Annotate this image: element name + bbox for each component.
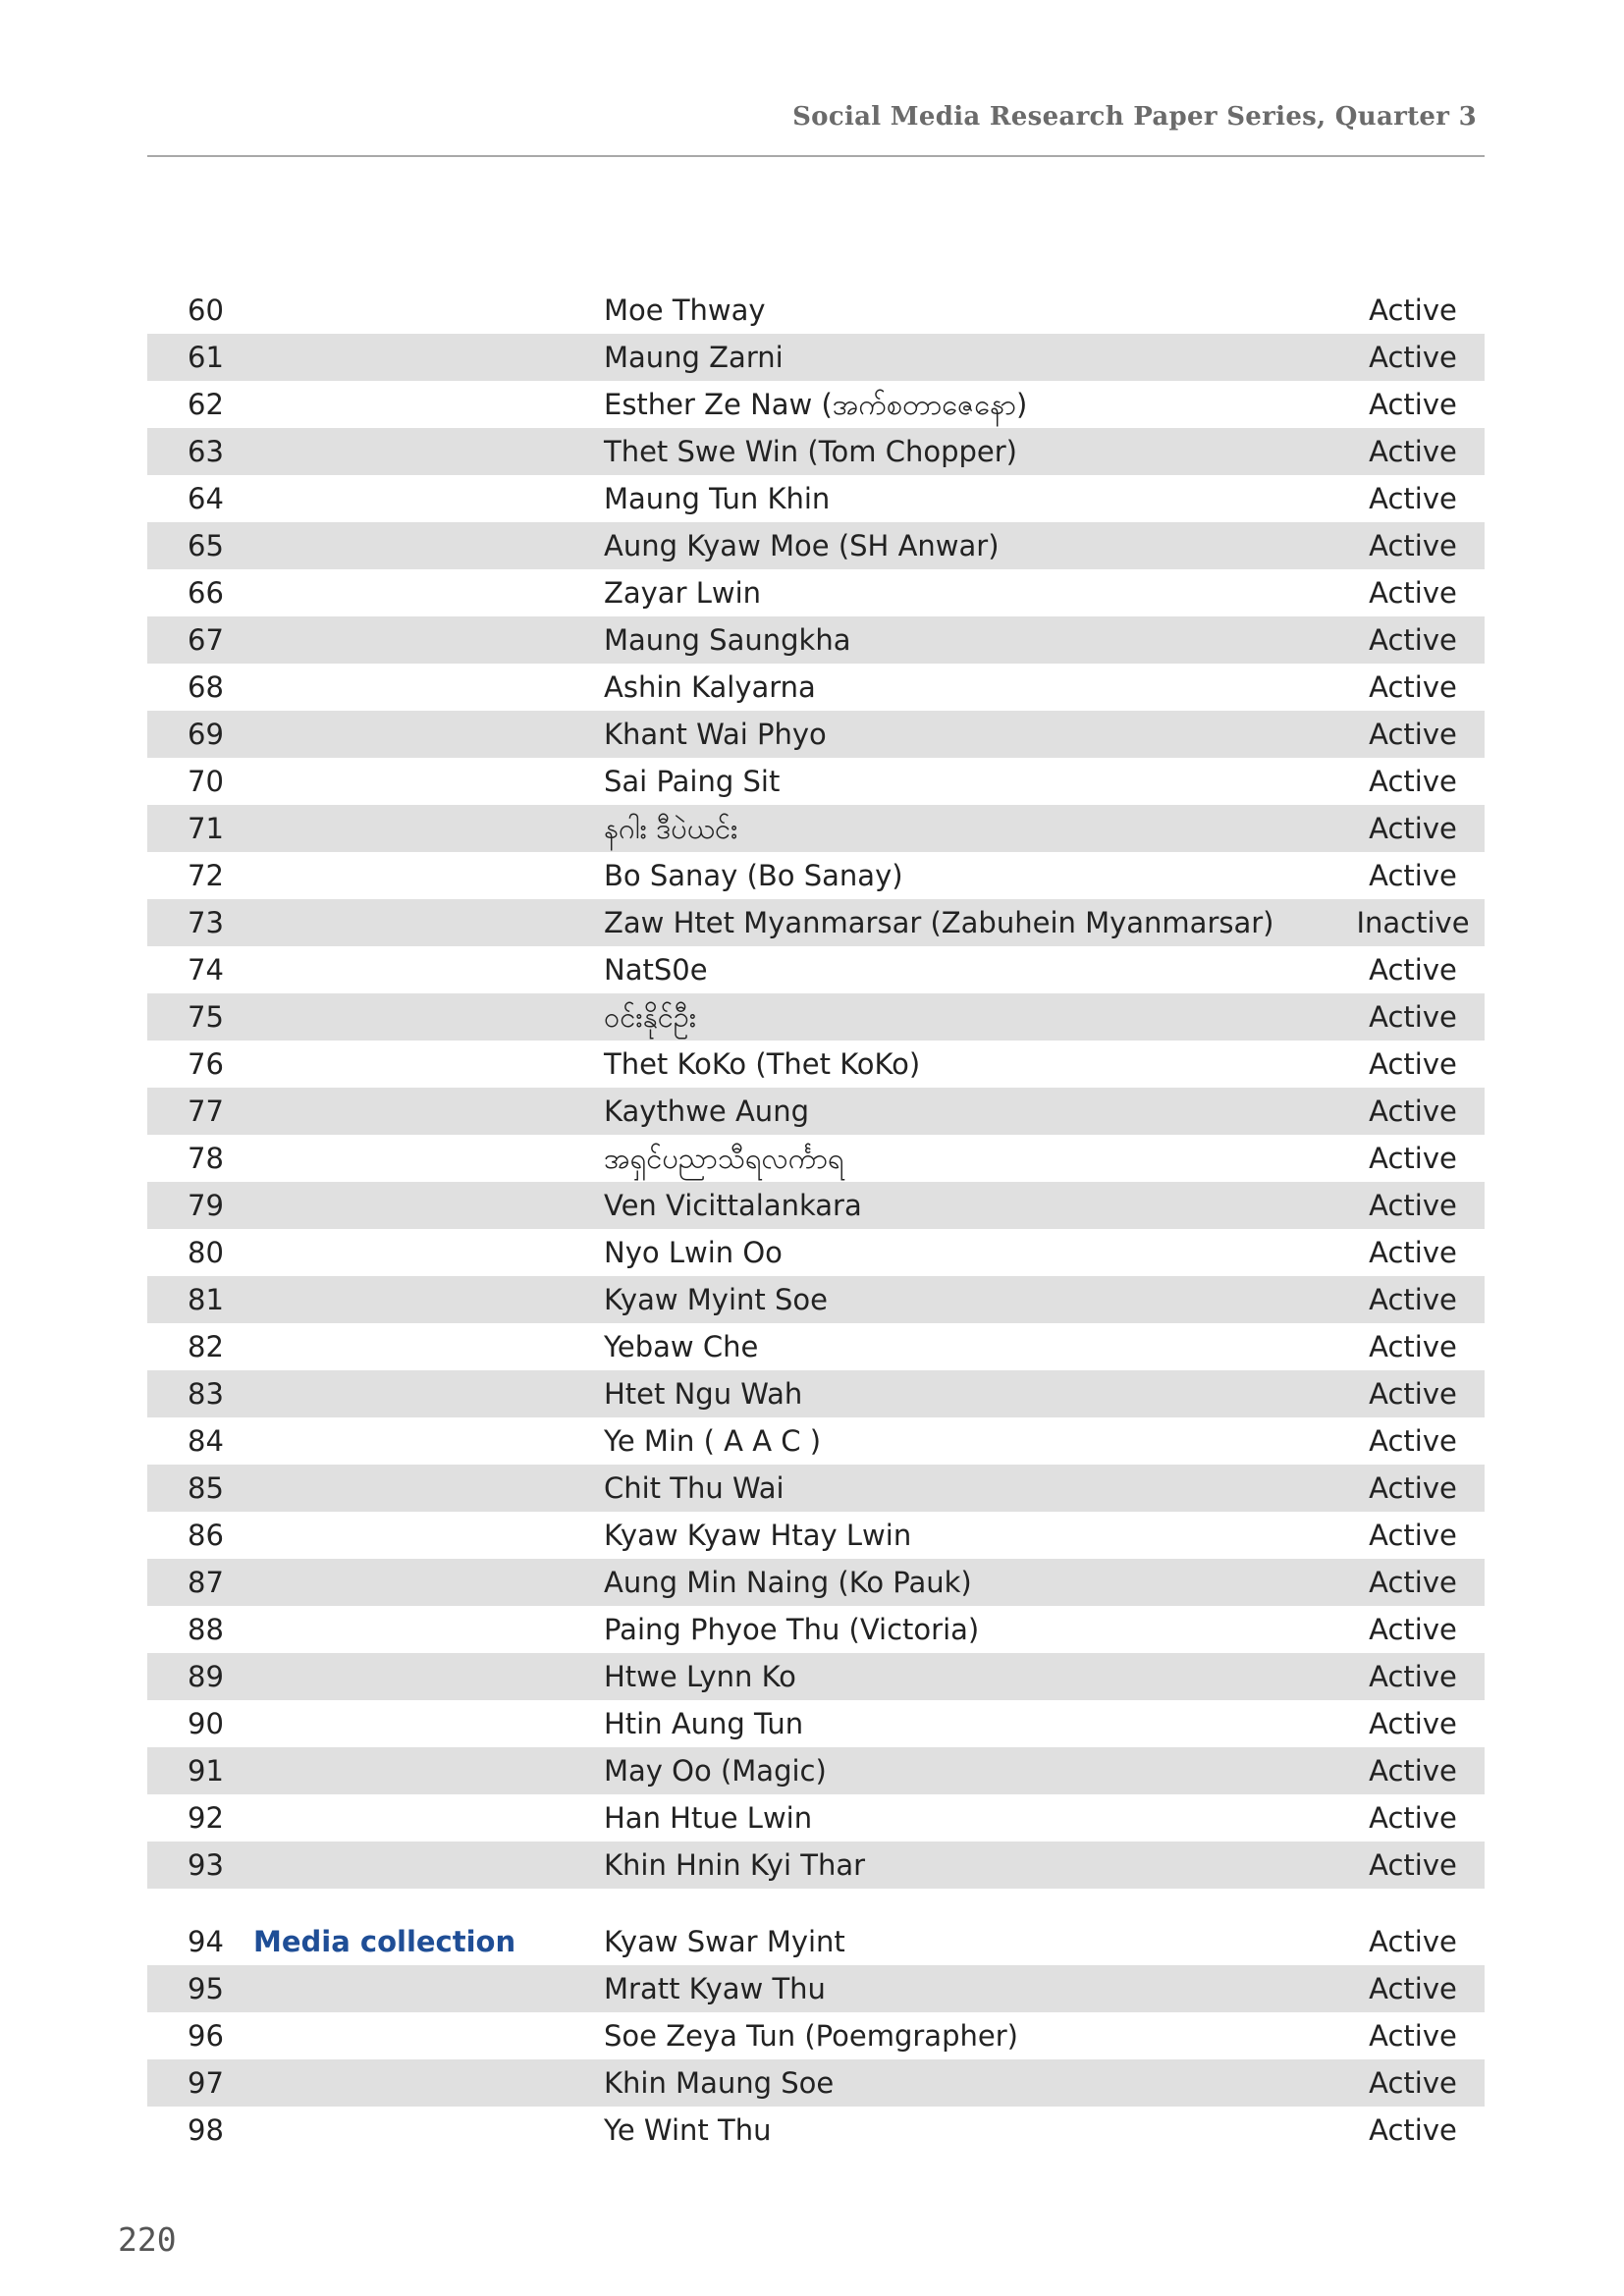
account-name: Ven Vicittalankara [604,1189,862,1222]
row-number: 80 [188,1236,224,1269]
row-number: 85 [188,1471,224,1505]
account-status: Active [1369,2113,1457,2147]
table-row [147,287,1485,334]
category-label: Media collection [253,1925,516,1958]
table-row [147,381,1485,428]
account-name: Kaythwe Aung [604,1095,809,1128]
account-status: Active [1369,1925,1457,1958]
row-number: 73 [188,906,224,939]
account-status: Active [1369,1707,1457,1740]
account-name: နဂါး ဒီပဲယင်း [604,812,738,845]
table-row [147,1512,1485,1559]
account-name: Khant Wai Phyo [604,718,827,751]
row-number: 87 [188,1566,224,1599]
row-number: 62 [188,388,224,421]
table-row [147,1747,1485,1794]
table-row [147,852,1485,899]
account-name: Esther Ze Naw (အက်စတာဇေနော) [604,388,1028,421]
account-name: Aung Min Naing (Ko Pauk) [604,1566,972,1599]
account-name: Han Htue Lwin [604,1801,813,1835]
table-row [147,1700,1485,1747]
row-number: 78 [188,1142,224,1175]
account-name: Moe Thway [604,294,766,327]
account-name: May Oo (Magic) [604,1754,827,1788]
row-number: 89 [188,1660,224,1693]
account-name: Ashin Kalyarna [604,670,816,704]
account-status: Active [1369,294,1457,327]
account-status: Active [1369,388,1457,421]
account-name: Htin Aung Tun [604,1707,804,1740]
account-name: Ye Wint Thu [604,2113,772,2147]
row-number: 83 [188,1377,224,1411]
account-status: Active [1369,670,1457,704]
row-number: 75 [188,1000,224,1034]
table-row [147,1229,1485,1276]
row-number: 69 [188,718,224,751]
account-status: Active [1369,1519,1457,1552]
account-name: Thet Swe Win (Tom Chopper) [604,435,1017,468]
table-row [147,1606,1485,1653]
row-number: 95 [188,1972,224,2005]
table-row [147,2107,1485,2154]
row-number: 82 [188,1330,224,1363]
account-name: Khin Maung Soe [604,2066,835,2100]
row-number: 92 [188,1801,224,1835]
page-number: 220 [118,2220,177,2259]
account-status: Active [1369,1000,1457,1034]
row-number: 88 [188,1613,224,1646]
account-name: Htet Ngu Wah [604,1377,803,1411]
account-name: Chit Thu Wai [604,1471,785,1505]
account-status: Active [1369,576,1457,610]
table-row [147,1794,1485,1842]
table-row [147,1088,1485,1135]
account-name: Nyo Lwin Oo [604,1236,783,1269]
account-status: Active [1369,1848,1457,1882]
account-status: Active [1369,1801,1457,1835]
table-row [147,1135,1485,1182]
account-name: Maung Tun Khin [604,482,831,515]
account-status: Active [1369,623,1457,657]
account-name: NatS0e [604,953,708,987]
row-number: 96 [188,2019,224,2053]
table-row [147,1041,1485,1088]
row-number: 65 [188,529,224,562]
account-status: Active [1369,1660,1457,1693]
table-row [147,993,1485,1041]
table-row [147,1276,1485,1323]
account-status: Inactive [1356,906,1470,939]
account-name: Kyaw Myint Soe [604,1283,828,1316]
table-row [147,1918,1485,1965]
row-number: 79 [188,1189,224,1222]
table-row [147,899,1485,946]
row-number: 71 [188,812,224,845]
row-number: 63 [188,435,224,468]
account-status: Active [1369,1189,1457,1222]
account-name: Soe Zeya Tun (Poemgrapher) [604,2019,1018,2053]
account-name: Ye Min ( A A C ) [604,1424,822,1458]
table-row [147,1465,1485,1512]
account-status: Active [1369,435,1457,468]
table-row [147,1323,1485,1370]
account-name: Sai Paing Sit [604,765,781,798]
account-status: Active [1369,1471,1457,1505]
row-number: 68 [188,670,224,704]
row-number: 98 [188,2113,224,2147]
row-number: 74 [188,953,224,987]
table-row [147,1842,1485,1889]
account-name: Maung Zarni [604,341,784,374]
row-number: 66 [188,576,224,610]
account-status: Active [1369,529,1457,562]
row-number: 93 [188,1848,224,1882]
account-status: Active [1369,1566,1457,1599]
accounts-table [147,287,1485,1889]
account-status: Active [1369,1377,1457,1411]
row-number: 76 [188,1047,224,1081]
account-status: Active [1369,1330,1457,1363]
account-name: Thet KoKo (Thet KoKo) [604,1047,921,1081]
row-number: 72 [188,859,224,892]
account-name: ဝင်းနိုင်ဦး [604,1000,697,1034]
account-status: Active [1369,1236,1457,1269]
table-row [147,334,1485,381]
row-number: 97 [188,2066,224,2100]
account-status: Active [1369,1972,1457,2005]
row-number: 84 [188,1424,224,1458]
account-status: Active [1369,1613,1457,1646]
account-name: Htwe Lynn Ko [604,1660,796,1693]
account-status: Active [1369,1424,1457,1458]
account-name: Khin Hnin Kyi Thar [604,1848,866,1882]
table-row [147,1182,1485,1229]
account-name: Maung Saungkha [604,623,851,657]
account-status: Active [1369,953,1457,987]
account-name: Aung Kyaw Moe (SH Anwar) [604,529,1000,562]
row-number: 70 [188,765,224,798]
table-row [147,1965,1485,2012]
account-status: Active [1369,1754,1457,1788]
row-number: 77 [188,1095,224,1128]
account-status: Active [1369,341,1457,374]
account-name: Bo Sanay (Bo Sanay) [604,859,903,892]
table-row [147,758,1485,805]
account-status: Active [1369,859,1457,892]
table-row [147,616,1485,664]
account-status: Active [1369,718,1457,751]
row-number: 64 [188,482,224,515]
row-number: 61 [188,341,224,374]
table-row [147,1417,1485,1465]
table-row [147,664,1485,711]
account-status: Active [1369,1142,1457,1175]
account-status: Active [1369,482,1457,515]
account-name: Kyaw Kyaw Htay Lwin [604,1519,912,1552]
table-row [147,711,1485,758]
account-status: Active [1369,2019,1457,2053]
table-row [147,946,1485,993]
row-number: 67 [188,623,224,657]
row-number: 81 [188,1283,224,1316]
account-status: Active [1369,765,1457,798]
table-row [147,428,1485,475]
account-status: Active [1369,1095,1457,1128]
table-row [147,2012,1485,2059]
table-row [147,1653,1485,1700]
account-name: Mratt Kyaw Thu [604,1972,826,2005]
row-number: 91 [188,1754,224,1788]
table-row [147,522,1485,569]
account-name: Zayar Lwin [604,576,762,610]
media-collection-table [147,1918,1485,2154]
account-name: Zaw Htet Myanmarsar (Zabuhein Myanmarsar) [604,906,1274,939]
account-status: Active [1369,1283,1457,1316]
table-row [147,1559,1485,1606]
row-number: 90 [188,1707,224,1740]
header-rule [147,155,1485,157]
table-row [147,475,1485,522]
account-status: Active [1369,812,1457,845]
account-name: အရှင်ပညာသီရလင်္ကာရ [604,1142,844,1175]
table-row [147,1370,1485,1417]
account-name: Yebaw Che [604,1330,759,1363]
table-row [147,569,1485,616]
row-number: 86 [188,1519,224,1552]
account-status: Active [1369,1047,1457,1081]
table-row [147,805,1485,852]
account-name: Paing Phyoe Thu (Victoria) [604,1613,980,1646]
row-number: 94 [188,1925,224,1958]
table-row [147,2059,1485,2107]
account-name: Kyaw Swar Myint [604,1925,845,1958]
running-header: Social Media Research Paper Series, Quarter 3 [792,102,1477,132]
row-number: 60 [188,294,224,327]
account-status: Active [1369,2066,1457,2100]
